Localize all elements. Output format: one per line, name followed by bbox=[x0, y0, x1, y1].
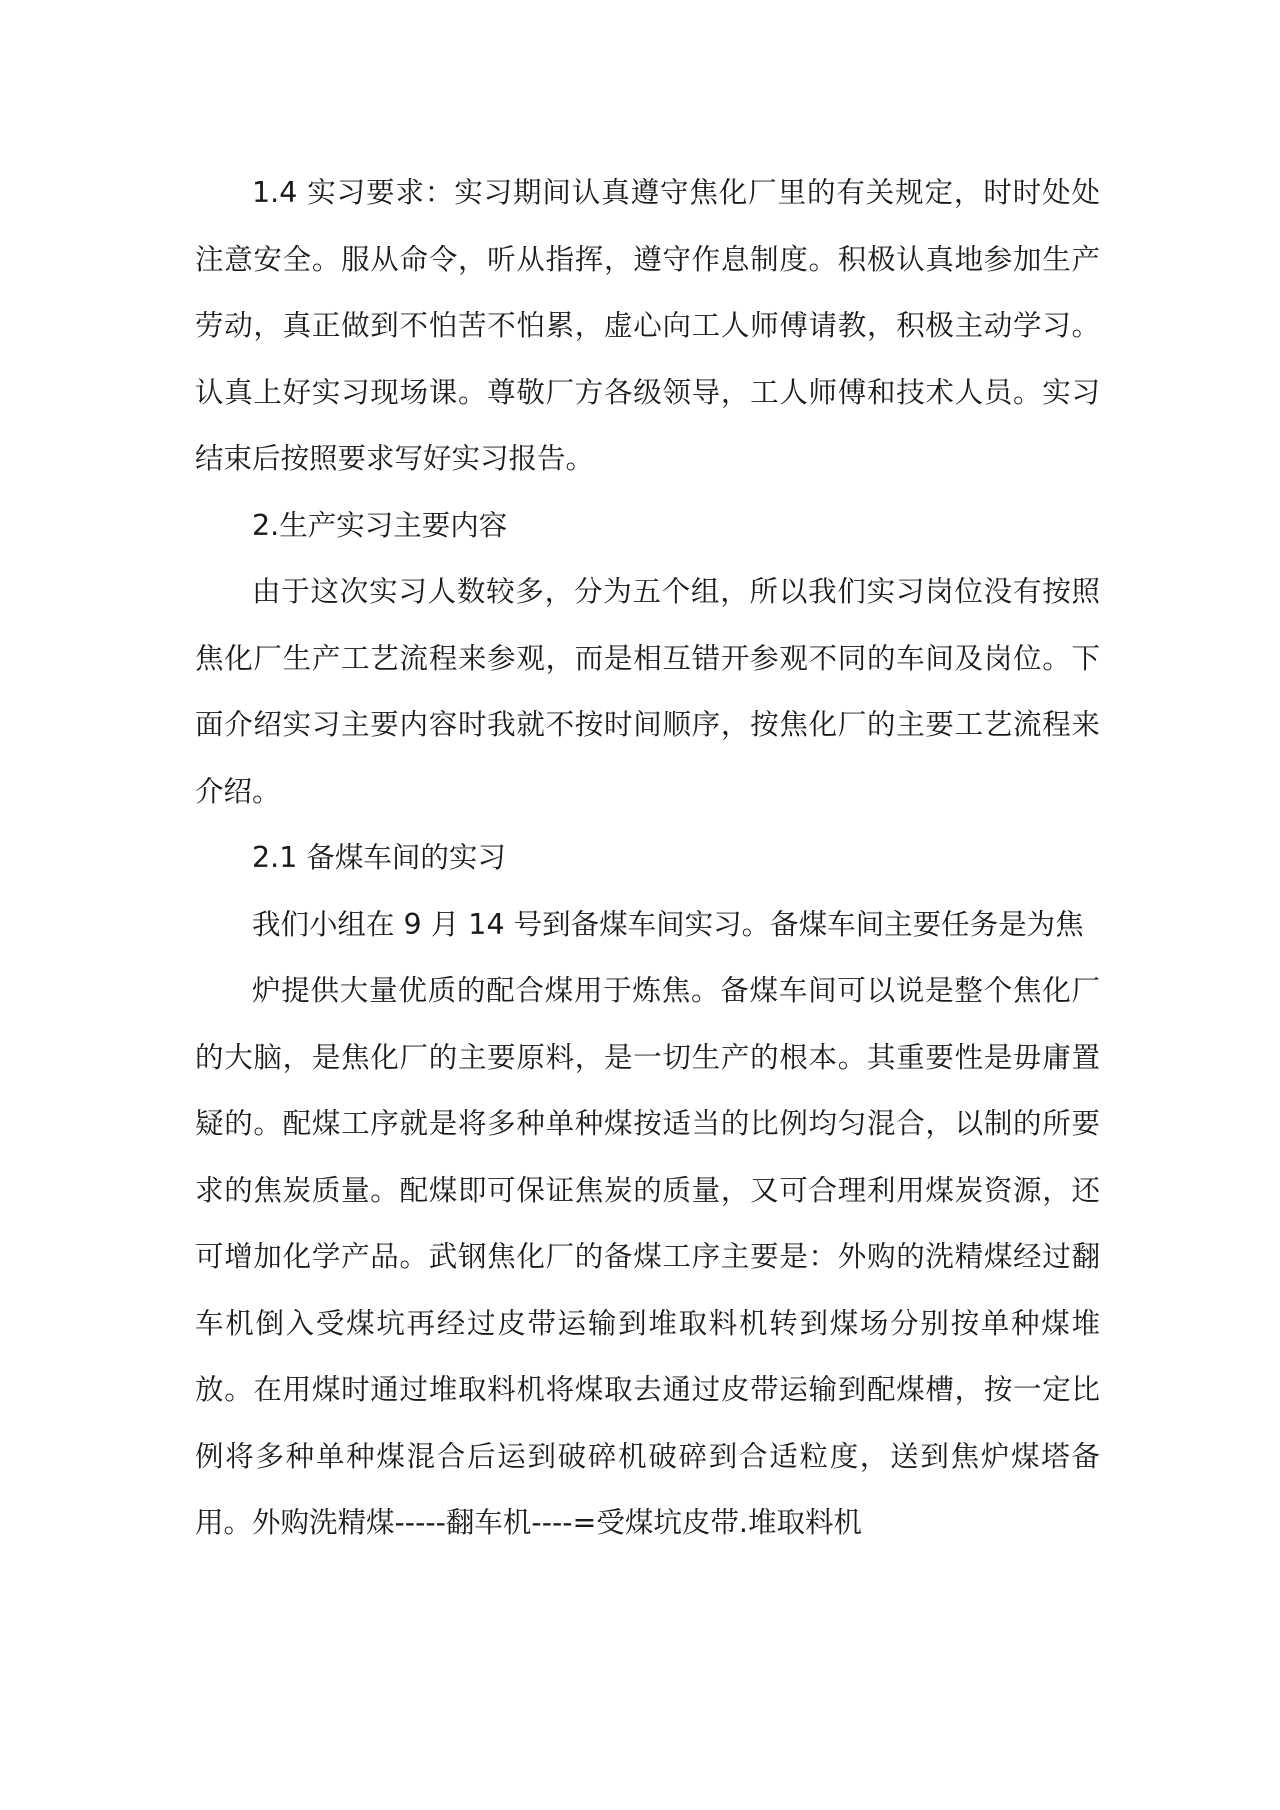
document-body bbox=[195, 160, 1100, 1557]
paragraph-coal-prep-detail: 炉提供大量优质的配合煤用于炼焦。备煤车间可以说是整个焦化厂的大脑，是焦化厂的主要原料，是一切生产的根本。其重要性是毋庸置疑的。配煤工序就是将多种单种煤按适当的比例均匀混合，以制的所要求的焦炭质量。配煤即可保证焦炭的质量，又可合理利用煤炭资源，还可增加化学产品。武钢焦化厂的备煤工序主要是：外购的洗精煤经过翻车机倒入受煤坑再经过皮带运输到堆取料机转到煤场分别按单种煤堆放。在用煤时通过堆取料机将煤取去通过皮带运输到配煤槽，按一定比例将多种单种煤混合后运到破碎机破碎到合适粒度，送到焦炉煤塔备用。外购洗精煤-----翻车机----=受煤坑皮带.堆取料机 bbox=[195, 974, 1100, 1539]
section-heading-coal-prep: 2.1 备煤车间的实习 bbox=[252, 841, 506, 874]
paragraph-coal-prep-intro: 我们小组在 9 月 14 号到备煤车间实习。备煤车间主要任务是为焦 bbox=[252, 907, 1084, 941]
paragraph-internship-overview: 由于这次实习人数较多，分为五个组，所以我们实习岗位没有按照焦化厂生产工艺流程来参观，而是相互错开参观不同的车间及岗位。下面介绍实习主要内容时我就不按时间顺序，按焦化厂的主要工艺流程来介绍。 bbox=[195, 575, 1100, 808]
paragraph-internship-requirements: 1.4 实习要求：实习期间认真遵守焦化厂里的有关规定，时时处处注意安全。服从命令，听从指挥，遵守作息制度。积极认真地参加生产劳动，真正做到不怕苦不怕累，虚心向工人师傅请教，积极主动学习。认真上好实习现场课。尊敬厂方各级领导，工人师傅和技术人员。实习结束后按照要求写好实习报告。 bbox=[195, 176, 1100, 475]
section-heading-main-content: 2.生产实习主要内容 bbox=[252, 508, 508, 542]
